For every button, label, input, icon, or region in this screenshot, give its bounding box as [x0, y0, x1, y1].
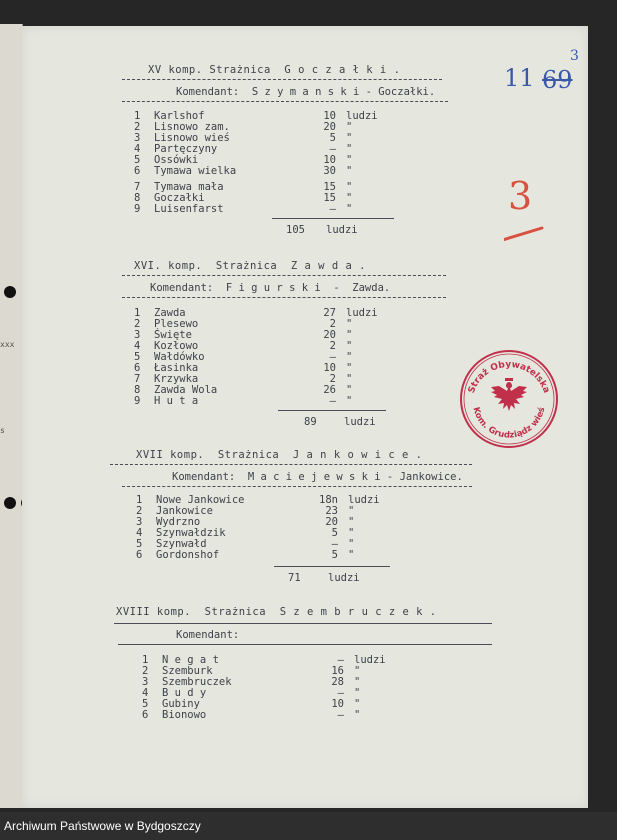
archive-name: Archiwum Państwowe w Bydgoszczy — [4, 819, 201, 833]
official-stamp — [458, 348, 560, 450]
section-commander: Komendant: F i g u r s k i - Zawda. — [150, 282, 391, 294]
handwritten-folio-number — [500, 48, 600, 100]
pencil-note-top: 3 — [570, 48, 579, 64]
dashed-divider — [122, 275, 446, 276]
sum-rule — [272, 218, 394, 219]
archive-footer — [0, 812, 617, 840]
solid-divider — [114, 623, 492, 624]
dashed-divider — [110, 464, 472, 465]
section-commander: Komendant: — [176, 629, 240, 641]
dashed-divider — [122, 297, 446, 298]
eagle-emblem-icon — [491, 378, 527, 411]
section-commander: Komendant: S z y m a n s k i - Goczałki. — [176, 86, 436, 98]
section-header: XV komp. Strażnica G o c z a ł k i . — [148, 64, 401, 76]
dashed-divider — [122, 486, 472, 487]
pencil-note-main: 11 — [504, 64, 535, 92]
binder-hole — [4, 286, 16, 298]
red-number: 3 — [508, 174, 533, 218]
binder-hole — [4, 497, 16, 509]
stamp-bottom-text: Kom. Grudziądz wieś — [470, 406, 548, 441]
section-header: XVI. komp. Strażnica Z a w d a . — [134, 260, 366, 272]
left-page-mark: xxx — [0, 340, 15, 349]
dashed-divider — [122, 101, 448, 102]
section-header: XVII komp. Strażnica J a n k o w i c e . — [136, 449, 423, 461]
section-commander: Komendant: M a c i e j e w s k i - Jankowice. — [172, 471, 463, 483]
adjacent-page-edge — [0, 24, 23, 808]
dashed-divider — [122, 79, 442, 80]
stamp-top-text: Straż Obywatelska — [466, 359, 552, 395]
document-page: XV komp. Strażnica G o c z a ł k i . Komendant: S z y m a n s k i - Goczałki. 1 Karlshof 10 ludzi 2 Lisnowo zam. 20 " 3 Lisnowo wieś 5 " 4 Partęczyny — " 5 Ossówki 10 " 6 Tymawa wielka 30 " 7 Tymawa mała 15 " 8 Goczałki 15 " 9 Luisenfarst — " 105 ludzi XVI. komp. Strażnica Z a w d a . Komendant: F i g u r s k i - Zawda. 1 Zawda 27 ludzi 2 Plesewo 2 " 3 Święte 20 " 4 Kozłowo 2 " 5 Wałdówko — " 6 Łasinka 10 " 7 Krzywka 2 " 8 Zawda Wola 26 " 9 H u t a — " 89 ludzi XVII komp. Strażnica J a n k o w i c e . Komendant: M a c i e j e w s k i - Jankowice. 1 Nowe Jankowice 18n ludzi 2 Jankowice 23 " 3 Wydrzno 20 " 4 Szynwałdzik 5 " 5 Szynwałd — " 6 Gordonshof 5 " 71 ludzi XVIII komp. Strażnica S z e m b r u c z e k . Komendant: 1 N e g a t — ludzi 2 Szemburk 16 " 3 Szembruczek 28 " 4 B u d y — " 5 Gubiny 10 " 6 Bionowo — " 3 11 69 3 Straż Obywatelska Kom. Grudziądz wieś — [22, 26, 588, 808]
sum-rule — [278, 410, 386, 411]
red-pencil-mark — [504, 174, 564, 254]
sum-rule — [274, 566, 390, 567]
red-underline — [504, 174, 564, 254]
pencil-note-page: 69 — [542, 66, 573, 94]
left-page-mark: s — [0, 426, 5, 435]
section-header: XVIII komp. Strażnica S z e m b r u c z e k . — [116, 606, 437, 618]
solid-divider — [118, 644, 492, 645]
